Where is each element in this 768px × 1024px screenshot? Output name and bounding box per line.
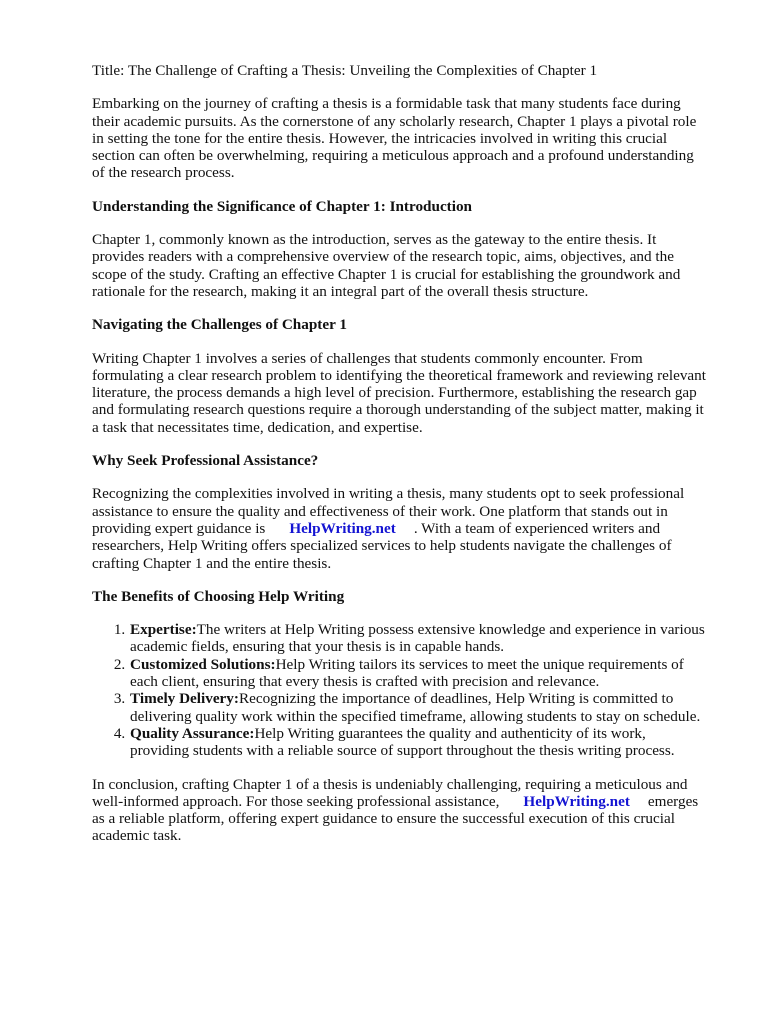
section-heading-assistance: Why Seek Professional Assistance? <box>92 452 319 470</box>
benefit-term: Customized Solutions: <box>130 655 276 673</box>
conclusion-text-after: emerges as a reliable platform, offering expert guidance to ensure the successful execution of this crucial academic task. <box>92 792 699 845</box>
conclusion-text-before: In conclusion, crafting Chapter 1 of a thesis is undeniably challenging, requiring a meticulous and well-informed approach. For those seeking professional assistance, <box>92 775 688 810</box>
benefit-text: Recognizing the importance of deadlines, Help Writing is committed to delivering quality work within the specified timeframe, allowing students to stay on schedule. <box>130 690 701 725</box>
assistance-text-before: Recognizing the complexities involved in writing a thesis, many students opt to seek professional assistance to ensure the quality and effectiveness of their work. One platform that stands out in providing expert guidance is <box>92 485 685 537</box>
section-heading-significance: Understanding the Significance of Chapter 1: Introduction <box>92 197 472 215</box>
document-title: Title: The Challenge of Crafting a Thesis: Unveiling the Complexities of Chapter 1 <box>92 62 598 79</box>
assistance-text-after: . With a team of experienced writers and researchers, Help Writing offers specialized services to help students navigate the challenges of crafting Chapter 1 and the entire thesis. <box>92 519 672 572</box>
helpwriting-link[interactable]: HelpWriting.net <box>523 792 630 810</box>
assistance-paragraph <box>92 485 708 571</box>
list-item <box>129 656 708 691</box>
list-item <box>129 690 708 725</box>
benefit-term: Expertise: <box>130 621 197 639</box>
list-item <box>129 725 708 760</box>
intro-paragraph: Embarking on the journey of crafting a thesis is a formidable task that many students face during their academic pursuits. As the cornerstone of any scholarly research, Chapter 1 plays a pivotal role in setting the tone for the entire thesis. However, the intricacies involved in writing this crucial section can often be overwhelming, requiring a meticulous approach and a profound understanding of the research process. <box>92 95 697 182</box>
benefit-term: Quality Assurance: <box>130 724 255 742</box>
benefits-list <box>92 621 708 759</box>
benefit-text: Help Writing tailors its services to meet the unique requirements of each client, ensuring that every thesis is crafted with precision and relevance. <box>130 655 684 691</box>
list-item <box>129 621 708 656</box>
benefit-text: The writers at Help Writing possess extensive knowledge and experience in various academic fields, ensuring that your thesis is in capable hands. <box>130 621 705 656</box>
benefit-text: Help Writing guarantees the quality and authenticity of its work, providing students with a reliable source of support throughout the thesis writing process. <box>130 724 675 760</box>
benefit-term: Timely Delivery: <box>130 690 239 708</box>
significance-paragraph: Chapter 1, commonly known as the introduction, serves as the gateway to the entire thesis. It provides readers with a comprehensive overview of the research topic, aims, objectives, and the scope of the study. Crafting an effective Chapter 1 is crucial for establishing the groundwork and rationale for the research, making it an integral part of the overall thesis structure. <box>92 231 681 300</box>
helpwriting-link[interactable]: HelpWriting.net <box>289 519 396 537</box>
section-heading-challenges: Navigating the Challenges of Chapter 1 <box>92 316 347 334</box>
section-heading-benefits: The Benefits of Choosing Help Writing <box>92 587 345 605</box>
challenges-paragraph: Writing Chapter 1 involves a series of challenges that students commonly encounter. From formulating a clear research problem to identifying the theoretical framework and reviewing relevant literature, the process demands a high level of precision. Furthermore, establishing the research gap and formulating research questions require a thorough understanding of the subject matter, making it a task that necessitates time, dedication, and expertise. <box>92 349 706 436</box>
conclusion-paragraph <box>92 776 708 845</box>
